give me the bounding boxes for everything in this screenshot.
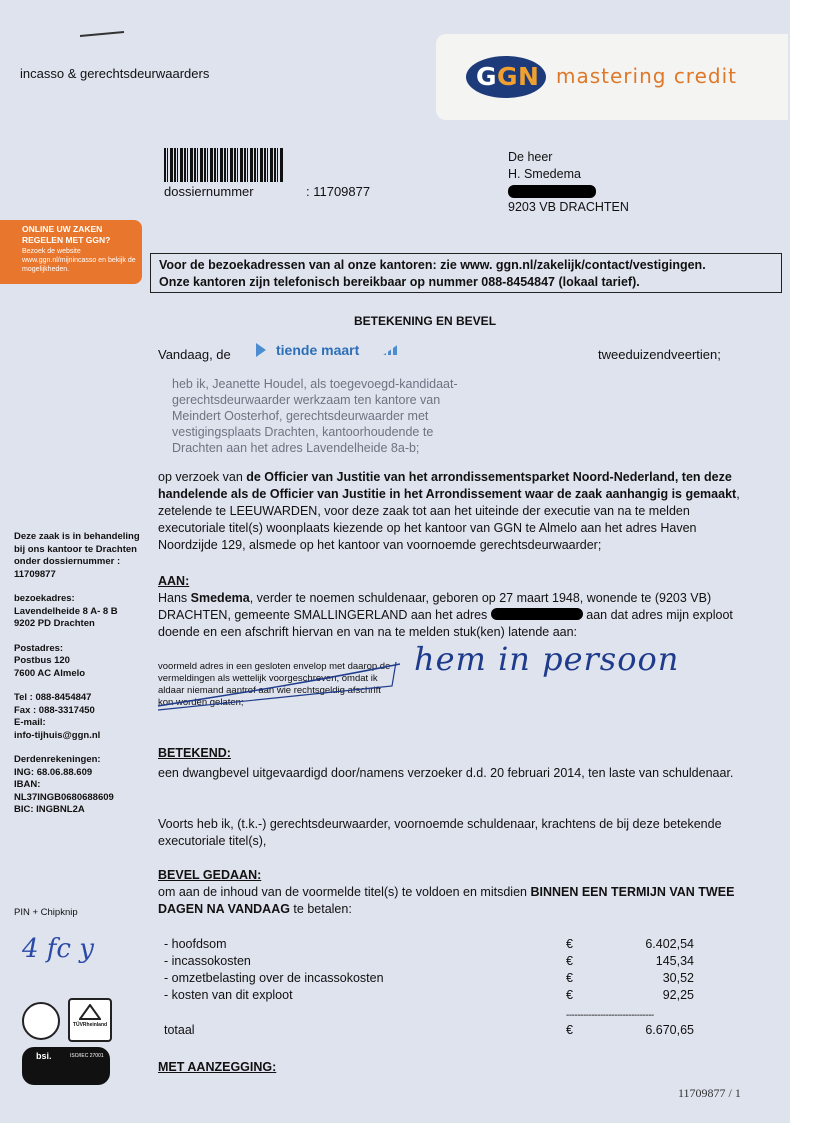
address-redaction xyxy=(491,608,583,620)
voorts-paragraph: Voorts heb ik, (t.k.-) gerechtsdeurwaarder, voornoemde schuldenaar, krachtens de bij deze betekende executoriale titel(s), xyxy=(158,817,722,848)
strike-through-lines xyxy=(150,656,410,718)
met-aanzegging-heading: MET AANZEGGING: xyxy=(158,1060,277,1074)
dossier-label: dossiernummer xyxy=(164,184,254,199)
info-line-2: Onze kantoren zijn telefonisch bereikbaar op nummer 088-8454847 (lokaal tarief). xyxy=(159,275,640,289)
logo-slogan: mastering credit xyxy=(556,64,737,88)
pen-mark xyxy=(78,30,126,38)
barcode xyxy=(164,148,284,182)
tuv-badge: TÜVRheinland xyxy=(68,998,112,1042)
addressee-city: 9203 VB DRACHTEN xyxy=(508,200,629,214)
ggn-logo-text: GGN xyxy=(476,62,540,91)
office-sidebar xyxy=(14,531,144,829)
visit-address: bezoekadres: Lavendelheide 8 A- 8 B 9202 PD Drachten xyxy=(14,593,118,629)
betekend-text: een dwangbevel uitgevaardigd door/namens verzoeker d.d. 20 februari 2014, ten laste van schuldenaar. xyxy=(158,766,734,780)
online-promo-box xyxy=(0,220,142,284)
struck-out-clause: voormeld adres in een gesloten envelop met daarop de vermeldingen als wettelijk voorgeschreven, omdat ik aldaar niemand aantrof aan wie rechtsgeldig afschrift kon worden gelaten; xyxy=(158,661,391,708)
document-title: BETEKENING EN BEVEL xyxy=(354,314,497,328)
footer-page-number: 11709877 / 1 xyxy=(678,1086,741,1100)
dossier-number: : 11709877 xyxy=(306,184,371,199)
tuv-triangle-icon xyxy=(79,1004,101,1020)
postal-address: Postadres: Postbus 120 7600 AC Almelo xyxy=(14,642,86,679)
aan-paragraph: Hans Smedema, verder te noemen schuldenaar, geboren op 27 maart 1948, wonende te (9203 VB) DRACHTEN, gemeente SMALLINGERLAND aan het adres aan dat adres mijn exploot doende en een afschrift hiervan en van na te melden stuk(ken) latende aan: xyxy=(158,591,733,639)
date-stamp: tiende maart xyxy=(256,342,397,358)
aan-heading: AAN: xyxy=(158,574,190,588)
info-line-1: Voor de bezoekadressen van al onze kantoren: zie www. ggn.nl/zakelijk/contact/vestigingen. xyxy=(159,258,706,272)
stamp-bars-icon xyxy=(383,345,397,355)
case-office-note: Deze zaak is in behandeling bij ons kantoor te Drachten onder dossiernummer : 11709877 xyxy=(14,531,140,580)
stamp-arrow-icon xyxy=(256,343,266,357)
total-separator: ------------------------------- xyxy=(566,1010,654,1021)
date-year: tweeduizendveertien; xyxy=(598,347,721,362)
promo-title: ONLINE UW ZAKEN REGELEN MET GGN? xyxy=(22,224,111,245)
redaction-bar xyxy=(508,185,596,198)
company-tagline: incasso & gerechtsdeurwaarders xyxy=(20,66,210,81)
bsi-badge: bsi. ISO/IEC 27001 xyxy=(22,1047,110,1085)
handwritten-hem-in-persoon: hem in persoon xyxy=(414,640,680,678)
bevel-text: om aan de inhoud van de voormelde titel(s) te voldoen en mitsdien BINNEN EEN TERMIJN VAN TWEE DAGEN NA VANDAAG te betalen: xyxy=(158,885,735,916)
office-info-box xyxy=(150,253,782,293)
bank-accounts: Derdenrekeningen: ING: 68.06.88.609 IBAN: NL37INGB0680688609 BIC: INGBNL2A xyxy=(14,754,114,815)
bevel-heading: BEVEL GEDAAN: xyxy=(158,868,262,882)
certificate-badge-left xyxy=(22,1002,60,1040)
addressee-salutation: De heer xyxy=(508,150,553,164)
betekend-heading: BETEKEND: xyxy=(158,746,231,760)
addressee-block xyxy=(508,149,629,216)
document-page: incasso & gerechtsdeurwaarders GGN mastering credit dossiernummer : 11709877 De heer H. Smedema 9203 VB DRACHTEN ONLINE UW ZAKEN REGELEN MET GGN? Bezoek de website www.ggn.nl/mijnincasso en bekijk de mogelijkheden. Voor de bezoekadressen van al onze kantoren: zie www. ggn.nl/zakelijk/contact/vestigingen. Onze kantoren zijn telefonisch bereikbaar op nummer 088-8454847 (lokaal tarief). BETEKENING EN BEVEL Vandaag, de tiende maart tweeduizendveertien; heb ik, Jeanette Houdel, als toegevoegd-kandidaat-gerechtsdeurwaarder werkzaam ten kantore van Meindert Oosterhof, gerechtsdeurwaarder met vestigingsplaats Drachten, kantoorhoudende te Drachten aan het adres Lavendelheide 8a-b; op verzoek van de Officier van Justitie van het arrondissementsparket Noord-Nederland, ten deze handelende als de Officier van Justitie in het Arrondissement waar de zaak aanhangig is gemaakt, zetelende te LEEUWARDEN, voor deze zaak tot aan het uiteinde der executie van na te melden executoriale titel(s) woonplaats kiezende op het kantoor van GGN te Almelo aan het adres Haven Noordzijde 129, alsmede op het kantoor van voornoemde gerechtsdeurwaarder; Deze zaak is in behandeling bij ons kantoor te Drachten onder dossiernummer : 11709877 bezoekadres: Lavendelheide 8 A- 8 B 9202 PD Drachten Postadres: Postbus 120 7600 AC Almelo Tel : 088-8454847 Fax : 088-3317450 E-mail: info-tijhuis@ggn.nl Derdenrekeningen: ING: 68.06.88.609 IBAN: NL37INGB0680688609 BIC: INGBNL2A PIN + Chipknip 4 fc y TÜVRheinland bsi. ISO/IEC 27001 AAN: Hans Smedema, verder te noemen schuldenaar, geboren op 27 maart 1948, wonende te (9203 VB) DRACHTEN, gemeente SMALLINGERLAND aan het adres aan dat adres mijn exploot doende en een afschrift hiervan en van na te melden stuk(ken) latende aan: voormeld adres in een gesloten envelop met daarop de vermeldingen als wettelijk voorgeschreven, omdat ik aldaar niemand aantrof aan wie rechtsgeldig afschrift kon worden gelaten; hem in persoon BETEKEND: een dwangbevel uitgevaardigd door/namens verzoeker d.d. 20 februari 2014, ten laste van schuldenaar. Voorts heb ik, (t.k.-) gerechtsdeurwaarder, voornoemde schuldenaar, krachtens de bij deze betekende executoriale titel(s), BEVEL GEDAAN: om aan de inhoud van de voormelde titel(s) te voldoen en mitsdien BINNEN EEN TERMIJN VAN TWEE DAGEN NA VANDAAG te betalen: - hoofdsom € 6.402,54 - incassokosten € 145,34 - omzetbelasting over de incassokosten € 30,52 - kosten van dit exploot € 92,25 ------------------------------- totaal € 6.670,65 MET AANZEGGING: 11709877 / 1 xyxy=(0,0,790,1123)
contact-details: Tel : 088-8454847 Fax : 088-3317450 E-mail: info-tijhuis@ggn.nl xyxy=(14,692,101,741)
handwritten-note-sidebar: 4 fc y xyxy=(22,934,94,964)
pin-chipknip: PIN + Chipknip xyxy=(14,907,78,918)
bailiff-stamp-text: heb ik, Jeanette Houdel, als toegevoegd-kandidaat-gerechtsdeurwaarder werkzaam ten kantore van Meindert Oosterhof, gerechtsdeurwaarder met vestigingsplaats Drachten, kantoorhoudende te Drachten aan het adres Lavendelheide 8a-b; xyxy=(172,377,458,455)
date-prefix: Vandaag, de xyxy=(158,347,231,362)
addressee-name: H. Smedema xyxy=(508,167,581,181)
request-paragraph: op verzoek van de Officier van Justitie van het arrondissementsparket Noord-Nederland, ten deze handelende als de Officier van Justitie in het Arrondissement waar de zaak aanhangig is gemaakt, zetelende te LEEUWARDEN, voor deze zaak tot aan het uiteinde der executie van na te melden executoriale titel(s) woonplaats kiezende op het kantoor van GGN te Almelo aan het adres Haven Noordzijde 129, alsmede op het kantoor van voornoemde gerechtsdeurwaarder; xyxy=(158,470,740,552)
promo-subtitle: Bezoek de website www.ggn.nl/mijnincasso en bekijk de mogelijkheden. xyxy=(22,248,136,273)
